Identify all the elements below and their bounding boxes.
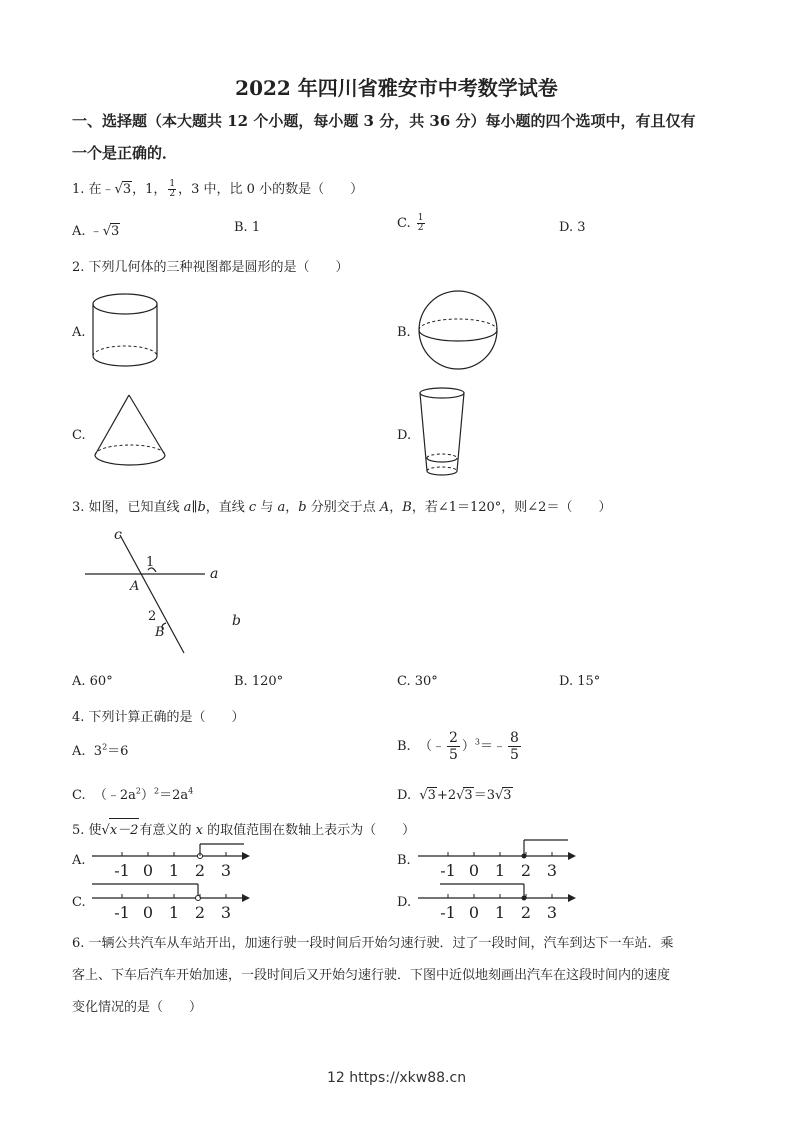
q1-suffix: ，3 中，比 0 小的数是（ ）	[178, 182, 364, 197]
number-line-label: -1	[440, 861, 456, 880]
number-line-label: 2	[520, 903, 532, 922]
label-1: 1	[146, 555, 155, 570]
number-line-label: 0	[468, 861, 480, 880]
number-line-label: -1	[114, 903, 130, 922]
page-footer: 12 https://xkw88.cn	[326, 1070, 467, 1086]
q1-sqrt-arg: 3	[122, 182, 132, 197]
label-c: c	[114, 527, 122, 543]
number-line-label: -1	[440, 903, 456, 922]
number-line-label: 2	[194, 861, 206, 880]
q2-option-a[interactable]: A.	[72, 325, 86, 340]
q1-fraction: $\frac{1}{2}$	[169, 179, 176, 199]
number-line-label: 2	[520, 861, 532, 880]
section-heading-line1: 一、选择题（本大题共 12 个小题，每小题 3 分，共 36 分）每小题的四个选项中，有且仅有	[72, 112, 696, 130]
number-line-label: 3	[546, 861, 558, 880]
number-line-label: 3	[220, 861, 232, 880]
label-point-a: A	[130, 579, 140, 594]
q3-option-d[interactable]: D. 15°	[559, 674, 601, 689]
section-heading-line2: 一个是正确的．	[72, 144, 178, 162]
question-6-line3: 变化情况的是（ ）	[72, 1000, 203, 1015]
q2-option-d[interactable]: D.	[397, 428, 412, 443]
q4-option-d[interactable]: D. √3+2√3＝3√3	[397, 788, 512, 803]
number-line-label: 1	[168, 903, 180, 922]
page-title: 2022 年四川省雅安市中考数学试卷	[235, 76, 558, 100]
number-line-label: 0	[468, 903, 480, 922]
label-point-b: B	[155, 625, 165, 640]
question-2: 2. 下列几何体的三种视图都是圆形的是（ ）	[72, 260, 349, 275]
q5-option-c[interactable]: C.	[72, 895, 86, 910]
question-5: 5. 使√x－2有意义的 x 的取值范围在数轴上表示为（ ）	[72, 818, 415, 838]
question-4: 4. 下列计算正确的是（ ）	[72, 710, 245, 725]
q5-option-a[interactable]: A.	[72, 853, 86, 868]
q3-option-b[interactable]: B. 120°	[234, 674, 284, 689]
cylinder-figure	[90, 290, 170, 380]
parallel-lines-figure	[80, 525, 260, 660]
q4-option-a[interactable]: A. $3^2=6$	[72, 742, 129, 759]
label-a: a	[210, 566, 219, 582]
number-line-label: 1	[494, 903, 506, 922]
q1-option-c[interactable]: C. $\frac{1}{2}$	[397, 213, 424, 233]
number-line-label: 0	[142, 903, 154, 922]
q1-mid: ，1，	[132, 182, 167, 197]
number-line-label: 0	[142, 861, 154, 880]
number-line-label: 1	[168, 861, 180, 880]
question-3: 3. 如图，已知直线 a∥b，直线 c 与 a，b 分别交于点 A，B，若∠1＝120°，则∠2＝（ ）	[72, 500, 612, 515]
number-line-label: 1	[494, 861, 506, 880]
number-line-b	[418, 838, 578, 883]
question-6-line2: 客上、下车后汽车开始加速，一段时间后又开始匀速行驶．下图中近似地刻画出汽车在这段时间内的速度	[72, 968, 671, 983]
q1-option-b[interactable]: B. 1	[234, 220, 261, 235]
sqrt-sign: √	[114, 182, 123, 197]
number-line-label: -1	[114, 861, 130, 880]
question-6-line1: 6. 一辆公共汽车从车站开出，加速行驶一段时间后开始匀速行驶．过了一段时间，汽车到达下一车站．乘	[72, 936, 674, 951]
q5-option-d[interactable]: D.	[397, 895, 412, 910]
q3-option-c[interactable]: C. 30°	[397, 674, 438, 689]
q1-prefix: 1. 在﹣	[72, 182, 115, 197]
q2-option-b[interactable]: B.	[397, 325, 411, 340]
number-line-d	[418, 880, 578, 925]
q1-option-a[interactable]: A. ﹣√3	[72, 224, 120, 239]
sphere-figure	[418, 290, 508, 380]
number-line-label: 3	[220, 903, 232, 922]
q4-option-c[interactable]: C. $(﹣2a^2)^2=2a^4$	[72, 786, 194, 803]
label-b: b	[232, 613, 241, 629]
cone-figure	[92, 393, 172, 473]
q3-option-a[interactable]: A. 60°	[72, 674, 113, 689]
number-line-label: 2	[194, 903, 206, 922]
label-2: 2	[148, 609, 157, 624]
number-line-a	[92, 838, 252, 883]
q5-option-b[interactable]: B.	[397, 853, 411, 868]
number-line-label: 3	[546, 903, 558, 922]
cup-figure	[418, 386, 478, 481]
q1-option-d[interactable]: D. 3	[559, 220, 586, 235]
question-1	[72, 178, 363, 199]
q2-option-c[interactable]: C.	[72, 428, 86, 443]
number-line-c	[92, 880, 252, 925]
q4-option-b[interactable]: B. （﹣ $\frac{2}{5}$ ）$^3$＝﹣ $\frac{8}{5}$	[397, 730, 519, 763]
